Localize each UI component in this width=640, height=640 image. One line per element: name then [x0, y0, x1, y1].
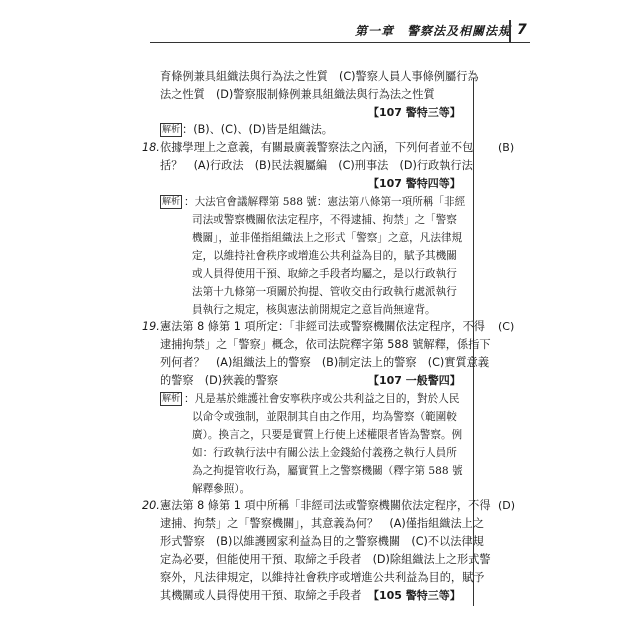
question-line: 依據學理上之意義，有關最廣義警察法之內涵，下列何者並不包 — [160, 141, 474, 154]
analysis-line: 廣）。換言之，只要是實質上行使上述權限者皆為警察。例 — [192, 429, 463, 441]
question-line: 其機關或人員得使用干預、取締之手段者 — [160, 589, 362, 602]
question-line: 形式警察 (B)以維護國家利益為目的之警察機關 (C)不以法律規 — [160, 535, 484, 548]
analysis-line: 解釋參照）。 — [192, 483, 251, 495]
question-line: 列何者？ (A)組織法上的警察 (B)制定法上的警察 (C)實質意義 — [160, 356, 490, 369]
analysis-line: 如：行政執行法中有關公法上金錢給付義務之執行人員所 — [192, 447, 457, 459]
analysis-line — [160, 121, 333, 139]
analysis-tag: 解析 — [162, 197, 181, 207]
exam-source: 【105 警特三等】 — [368, 589, 461, 602]
chapter-title: 第一章 警察法及相關法規 — [355, 24, 512, 38]
question-line: 察外，凡法律規定，以維持社會秩序或增進公共利益為目的，賦予 — [160, 571, 485, 584]
question-number: 18. — [142, 141, 160, 154]
analysis-tag-line — [160, 390, 182, 408]
analysis-line: 定，以維持社會秩序或增進公共利益為目的，賦予其機關 — [192, 250, 457, 262]
question-line: 憲法第 8 條第 1 項所定：「非經司法或警察機關依法定程序，不得 — [160, 320, 485, 333]
analysis-line: 或人員得使用干預、取締之手段者均屬之，是以行政執行 — [192, 268, 457, 280]
analysis-line: 以命令或強制，並限制其自由之作用，均為警察（範圍較 — [192, 411, 457, 423]
analysis-line: ：凡是基於維護社會安寧秩序或公共利益之目的，對於人民 — [184, 393, 460, 405]
text-line: 育條例兼具組織法與行為法之性質 (C)警察人員人事條例屬行為 — [160, 70, 479, 83]
answer: (B) — [498, 141, 515, 154]
header-rule — [150, 42, 530, 43]
question-line: 逮捕拘禁」之「警察」概念，依司法院釋字第 588 號解釋，係指下 — [160, 338, 491, 351]
question-line: 定為必要，但能使用干預、取締之手段者 (D)除組織法上之形式警 — [160, 553, 491, 566]
analysis-line: 為之拘提管收行為，屬實質上之警察機關（釋字第 588 號 — [192, 465, 463, 477]
analysis-line: 員執行之規定，核與憲法前開規定之意旨尚無違背。 — [192, 304, 436, 316]
page-number: 7 — [517, 22, 527, 38]
question-line: 憲法第 8 條第 1 項中所稱「非經司法或警察機關依法定程序，不得 — [160, 499, 491, 512]
question-number: 20. — [142, 499, 160, 512]
question-line: 逮捕、拘禁」之「警察機關」，其意義為何？ (A)僅指組織法上之 — [160, 517, 485, 530]
question-number: 19. — [142, 320, 160, 333]
analysis-line: 司法或警察機關依法定程序，不得逮捕、拘禁」之「警察 — [192, 214, 457, 226]
text-line: 法之性質 (D)警察服制條例兼具組織法與行為法之性質 — [160, 88, 435, 101]
analysis-line: 法第十九條第一項關於拘提、管收交由行政執行處派執行 — [192, 286, 457, 298]
question-line: 的警察 (D)狹義的警察 — [160, 374, 279, 387]
exam-source: 【107 警特四等】 — [368, 177, 461, 190]
answer: (D) — [498, 499, 516, 512]
analysis-line: 機關」，並非僅指組織法上之形式「警察」之意，凡法律規 — [192, 232, 463, 244]
exam-source: 【107 一般警四】 — [368, 374, 461, 387]
answer: (C) — [498, 320, 515, 333]
analysis-tag: 解析 — [162, 394, 181, 404]
exam-source: 【107 警特三等】 — [368, 106, 461, 119]
analysis-text: ：(B)、(C)、(D)皆是組織法。 — [182, 123, 333, 136]
analysis-line: ：大法官會議解釋第 588 號：憲法第八條第一項所稱「非經 — [184, 196, 466, 208]
question-line: 括？ (A)行政法 (B)民法親屬編 (C)刑事法 (D)行政執行法 — [160, 159, 473, 172]
analysis-tag-line — [160, 193, 182, 211]
analysis-tag: 解析 — [162, 125, 181, 135]
